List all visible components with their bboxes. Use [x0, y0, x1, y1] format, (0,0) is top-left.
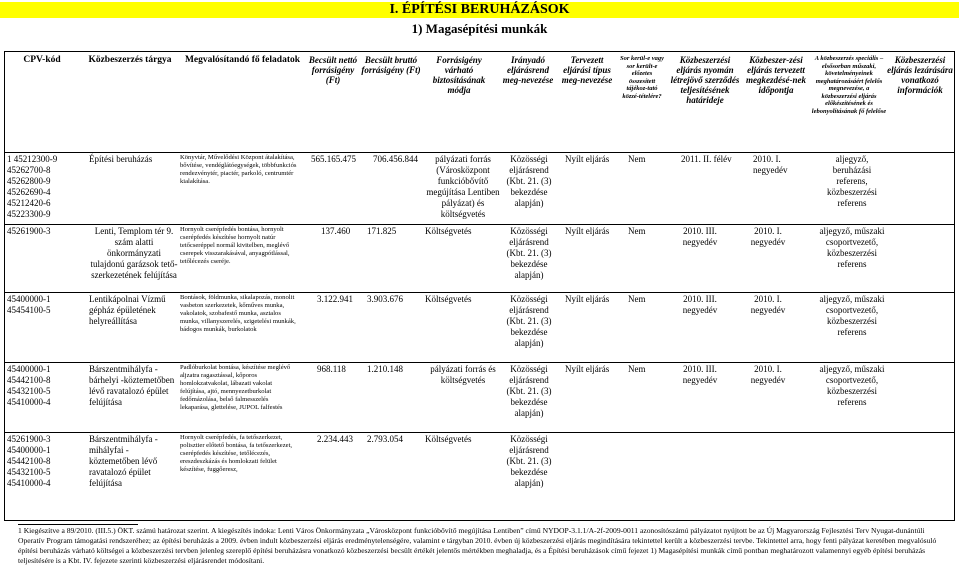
row1-netto: 565.165.475 [311, 154, 356, 164]
row2-hatarido: 2010. III. negyedév [682, 226, 718, 247]
row1-feladat: Könyvtár, Művelődési Központ átalakítása, bővítése, vendéglátóegységek, többfunkciós rendezvénytér, piactér, parkoló, centrumtér kialakítása. [180, 154, 297, 185]
row5-brutto: 2.793.054 [367, 434, 403, 444]
row2-targy: Lenti, Templom tér 9. szám alatti önkormányzati tulajdonú garázsok tető-szerkezetének felújítása [90, 226, 178, 280]
header-sor: Sor kerül-e vagy sor került-e előzetes összesített tájékoz-tató közzé-tételére? [619, 55, 665, 100]
header-idopont: Közbeszer-zési eljárás tervezett megkezdésé-nek időpontja [746, 55, 806, 95]
header-targy: Közbeszerzés tárgya [88, 55, 172, 65]
row4-iranyado: Közösségi eljárásrend (Kbt. 21. (3) bekezdése alapján) [506, 364, 552, 418]
header-feladat: Megvalósítandó fő feladatok [184, 55, 301, 65]
row1-brutto: 706.456.844 [373, 154, 418, 164]
row5-feladat: Hornyolt cserépfedés, fa tetőszerkezet, polisztier előtető bontása, fa tetőszerkezet, cserépfedés készítése, tetőlécezés, ereszdeszkázás és homlokzati felület készítése, fuggőeresz, [180, 434, 293, 473]
row3-tipus: Nyílt eljárás [565, 294, 610, 304]
header-brutto: Becsült bruttó forrásigény (Ft) [361, 55, 421, 75]
row3-netto: 3.122.941 [317, 294, 353, 304]
row1-targy: Építési beruházás [89, 154, 153, 164]
row4-cpv: 45400000-1 45442100-8 45432100-5 45410000-4 [7, 364, 51, 407]
row1-forras: pályázati forrás (Városközpont funkcióbővítő megújítása Lentiben pályázat) és költségvetés [426, 154, 500, 219]
header-tipus: Tervezett eljárási típus meg-nevezése [561, 55, 613, 85]
row3-hatarido: 2010. III. negyedév [682, 294, 718, 315]
row4-feladat: Padlóburkolat bontása, készítése meglévő aljzatra ragasztással, kőporos homlokzatvakolat, lábazati vakolat felújítása, ajtó, mennyezetburkolat fedőmázolása, belső falmesszelés lekaparása, glettelése, JUPOL falfestés [180, 364, 291, 411]
row3-idopont: 2010. I. negyedév [750, 294, 786, 315]
row2-tipus: Nyílt eljárás [565, 226, 610, 236]
row-divider [5, 292, 954, 293]
row1-iranyado: Közösségi eljárásrend (Kbt. 21. (3) bekezdése alapján) [506, 154, 552, 208]
row4-hatarido: 2010. III. negyedév [682, 364, 718, 385]
row3-brutto: 3.903.676 [367, 294, 403, 304]
header-specialis: A közbeszerzés speciális – elsősorban műszaki, követelményeinek meghatározásáért felelős megnevezése, a közbeszerzési eljárás előkészítésének és lebonyolításának fő felelőse [811, 55, 887, 115]
row4-sor: Nem [628, 364, 646, 374]
row2-feladat: Hornyolt cserépfedés bontása, hornyolt cserépfedés készítése hornyolt natúr tetőcseréppel normál kivitelben, meglévő cserepek visszarakásával, anyagpótlással, tetőlécezés cseréje. [180, 226, 290, 265]
header-cpv: CPV-kód [23, 55, 61, 65]
row2-iranyado: Közösségi eljárásrend (Kbt. 21. (3) bekezdése alapján) [506, 226, 552, 280]
row1-cpv: 1 45212300-9 45262700-8 45262800-9 45262690-4 45212420-6 45223300-9 [7, 154, 58, 219]
header-forras: Forrásigény várható biztosításának módja [432, 55, 486, 95]
page-title: I. ÉPÍTÉSI BERUHÁZÁSOK [0, 2, 959, 18]
row2-cpv: 45261900-3 [7, 226, 51, 236]
row5-forras: Költségvetés [425, 434, 472, 444]
row4-idopont: 2010. I. negyedév [750, 364, 786, 385]
row4-tipus: Nyílt eljárás [565, 364, 610, 374]
row3-cpv: 45400000-1 45454100-5 [7, 294, 51, 315]
header-divider [5, 152, 954, 153]
page-subtitle: 1) Magasépítési munkák [411, 21, 548, 36]
row4-felelos: aljegyző, műszaki csoportvezető, közbeszerzési referens [819, 364, 885, 407]
row2-idopont: 2010. I. negyedév [750, 226, 786, 247]
row4-brutto: 1.210.148 [367, 364, 403, 374]
header-hatarido: Közbeszerzési eljárás nyomán létrejövő szerződés teljesítésének határideje [670, 55, 740, 105]
row5-iranyado: Közösségi eljárásrend (Kbt. 21. (3) bekezdése alapján) [506, 434, 552, 488]
row-divider [5, 362, 954, 363]
row3-feladat: Bontások, földmunka, sikalapozás, monolit vasbeton szerkezetek, kőműves munka, vakolatok, szobafestő munka, asztalos munka, villanyszerelés, szigetelési munkák, bádogos munkák, burkolatok [180, 294, 296, 333]
row-divider [5, 432, 954, 433]
row4-targy: Bárszentmihályfa - bárhelyi -köztemetőben lévő ravatalozó épület felújítása [89, 364, 175, 407]
row2-brutto: 171.825 [367, 226, 397, 236]
row1-felelos: aljegyző, beruházási referens, közbeszerzési referens [827, 154, 877, 208]
row5-cpv: 45261900-3 45400000-1 45442100-8 45432100-5 45410000-4 [7, 434, 51, 488]
footnote: 1 Kiegészítve a 89/2010. (III.5.) ÖKT. számú határozat szerint. A kiegészítés indoka: Lenti Város Önkormányzata „Városközpont funkcióbővítő megújítása Lentiben” című NYDOP-3.1.1/A-2f-2009-0011 azonosítószámú pályázatot nyújtott be az Új Magyarország Fejlesztési Terv Nyugat-dunántúli Operatív Program támogatási rendszeréhez; az építési beruházás a 2009. évben indult közbeszerzési eljárás eredménytelenségére, valamint e tárgyban 2010. évben új közbeszerzési eljárás megindítására tekintettel került a közbeszerzési tervbe. Tekintettel arra, hogy fenti pályázat keretében megvalósuló építési beruházás várható költségei a közbeszerzési tervben jelenleg szereplő építési beruházásra vonatkozó közbeszerzési becsült értékét jelentős mértékben meghaladja, és a Építési beruházások című fejezet 1) Magasépítési munkák című pontban meghatározott valamennyi egyéb építési beruházás teljesítésére is a Kbt. IV. fejezete szerinti közbeszerzési eljárásrendet módosítani. [18, 526, 937, 565]
row1-sor: Nem [628, 154, 646, 164]
row1-tipus: Nyílt eljárás [565, 154, 610, 164]
row5-targy: Bárszentmihályfa - mihályfai - köztemetőben lévő ravatalozó épület felújítása [89, 434, 158, 488]
row5-netto: 2.234.443 [317, 434, 353, 444]
row2-netto: 137.460 [321, 226, 351, 236]
header-iranyado: Irányadó eljárásrend meg-nevezése [502, 55, 554, 85]
header-egyeb: Közbeszerzési eljárás lezárására vonatkozó információk [887, 55, 953, 95]
row3-targy: Lentikápolnai Vízmű gépház épületének helyreállítása [89, 294, 166, 326]
row-divider [5, 224, 954, 225]
row2-forras: Költségvetés [425, 226, 472, 236]
row3-forras: Költségvetés [425, 294, 472, 304]
row4-netto: 968.118 [317, 364, 346, 374]
row1-idopont: 2010. I. negyedév [753, 154, 788, 175]
footnote-rule [18, 524, 138, 525]
row4-forras: pályázati forrás és költségvetés [430, 364, 496, 385]
header-netto: Becsült nettó forrásigény (Ft) [308, 55, 358, 85]
row3-sor: Nem [628, 294, 646, 304]
row3-iranyado: Közösségi eljárásrend (Kbt. 21. (3) bekezdése alapján) [506, 294, 552, 348]
procurement-table [4, 51, 955, 521]
row2-felelos: aljegyző, műszaki csoportvezető, közbeszerzési referens [819, 226, 885, 269]
row1-hatarido: 2011. II. félév [681, 154, 732, 164]
row2-sor: Nem [628, 226, 646, 236]
row3-felelos: aljegyző, műszaki csoportvezető, közbeszerzési referens [819, 294, 885, 337]
